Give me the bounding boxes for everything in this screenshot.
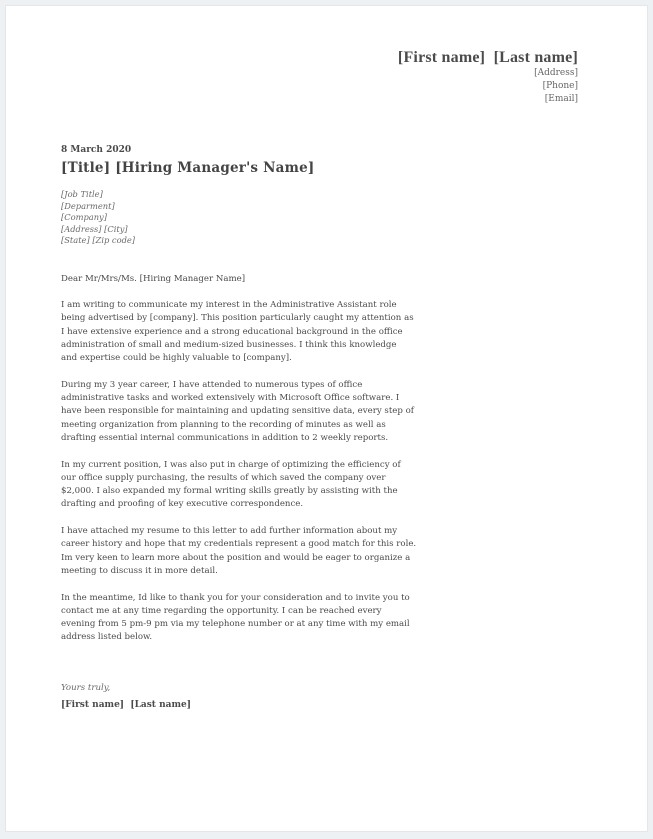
signature-name: [First name] [Last name] xyxy=(61,700,191,710)
recipient-address-city: [Address] [City] xyxy=(61,223,128,234)
body-line: administrative tasks and worked extensively with Microsoft Office software. I xyxy=(61,393,400,404)
body-line: During my 3 year career, I have attended to numerous types of office xyxy=(61,379,363,390)
closing: Yours truly, xyxy=(61,683,111,693)
body-paragraph-4 xyxy=(61,525,421,578)
body-line: contact me at any time regarding the opportunity. I can be reached every xyxy=(61,605,382,616)
recipient-title: [Title] [Hiring Manager's Name] xyxy=(61,160,315,176)
letter-date: 8 March 2020 xyxy=(61,145,132,155)
body-paragraph-2 xyxy=(61,379,421,445)
body-line: In my current position, I was also put in charge of optimizing the efficiency of xyxy=(61,459,401,470)
body-line: I have extensive experience and a strong educational background in the office xyxy=(61,326,403,337)
body-paragraph-3 xyxy=(61,459,421,512)
body-line: Im very keen to learn more about the position and would be eager to organize a xyxy=(61,552,411,563)
sender-name: [First name] [Last name] xyxy=(397,49,578,66)
body-line: drafting essential internal communications in addition to 2 weekly reports. xyxy=(61,432,389,443)
body-paragraph-1 xyxy=(61,299,421,365)
body-line: have been responsible for maintaining and updating sensitive data, every step of xyxy=(61,406,414,417)
body-line: address listed below. xyxy=(61,632,153,643)
body-line: In the meantime, Id like to thank you for your consideration and to invite you to xyxy=(61,592,410,603)
recipient-company: [Company] xyxy=(61,212,107,222)
sender-email: [Email] xyxy=(544,94,578,104)
body-line: career history and hope that my credentials represent a good match for this role. xyxy=(61,539,417,550)
sender-header xyxy=(398,49,578,106)
body-line: I have attached my resume to this letter to add further information about my xyxy=(61,526,398,537)
letter-page xyxy=(5,5,648,832)
body-paragraph-5 xyxy=(61,592,421,645)
sender-address: [Address] xyxy=(534,68,578,78)
recipient-state-zip: [State] [Zip code] xyxy=(61,235,136,245)
salutation: Dear Mr/Mrs/Ms. [Hiring Manager Name] xyxy=(61,274,246,284)
body-line: being advertised by [company]. This position particularly caught my attention as xyxy=(61,313,414,324)
body-line: evening from 5 pm-9 pm via my telephone number or at any time with my email xyxy=(61,619,410,630)
body-line: meeting to discuss it in more detail. xyxy=(61,565,218,576)
body-line: and expertise could be highly valuable to [company]. xyxy=(61,353,292,364)
body-line: administration of small and medium-sized businesses. I think this knowledge xyxy=(61,339,397,350)
body-line: meeting organization from planning to the recording of minutes as well as xyxy=(61,419,386,430)
recipient-job-title: [Job Title] xyxy=(61,189,103,199)
recipient-department: [Deparment] xyxy=(61,200,115,211)
body-line: I am writing to communicate my interest in the Administrative Assistant role xyxy=(61,300,397,310)
sender-phone: [Phone] xyxy=(542,81,578,91)
body-line: $2,000. I also expanded my formal writing skills greatly by assisting with the xyxy=(61,486,398,497)
recipient-address-block xyxy=(61,189,135,247)
body-line: our office supply purchasing, the results of which saved the company over xyxy=(61,472,386,483)
body-line: drafting and proofing of key executive correspondence. xyxy=(61,499,304,510)
letter-body xyxy=(61,299,421,658)
